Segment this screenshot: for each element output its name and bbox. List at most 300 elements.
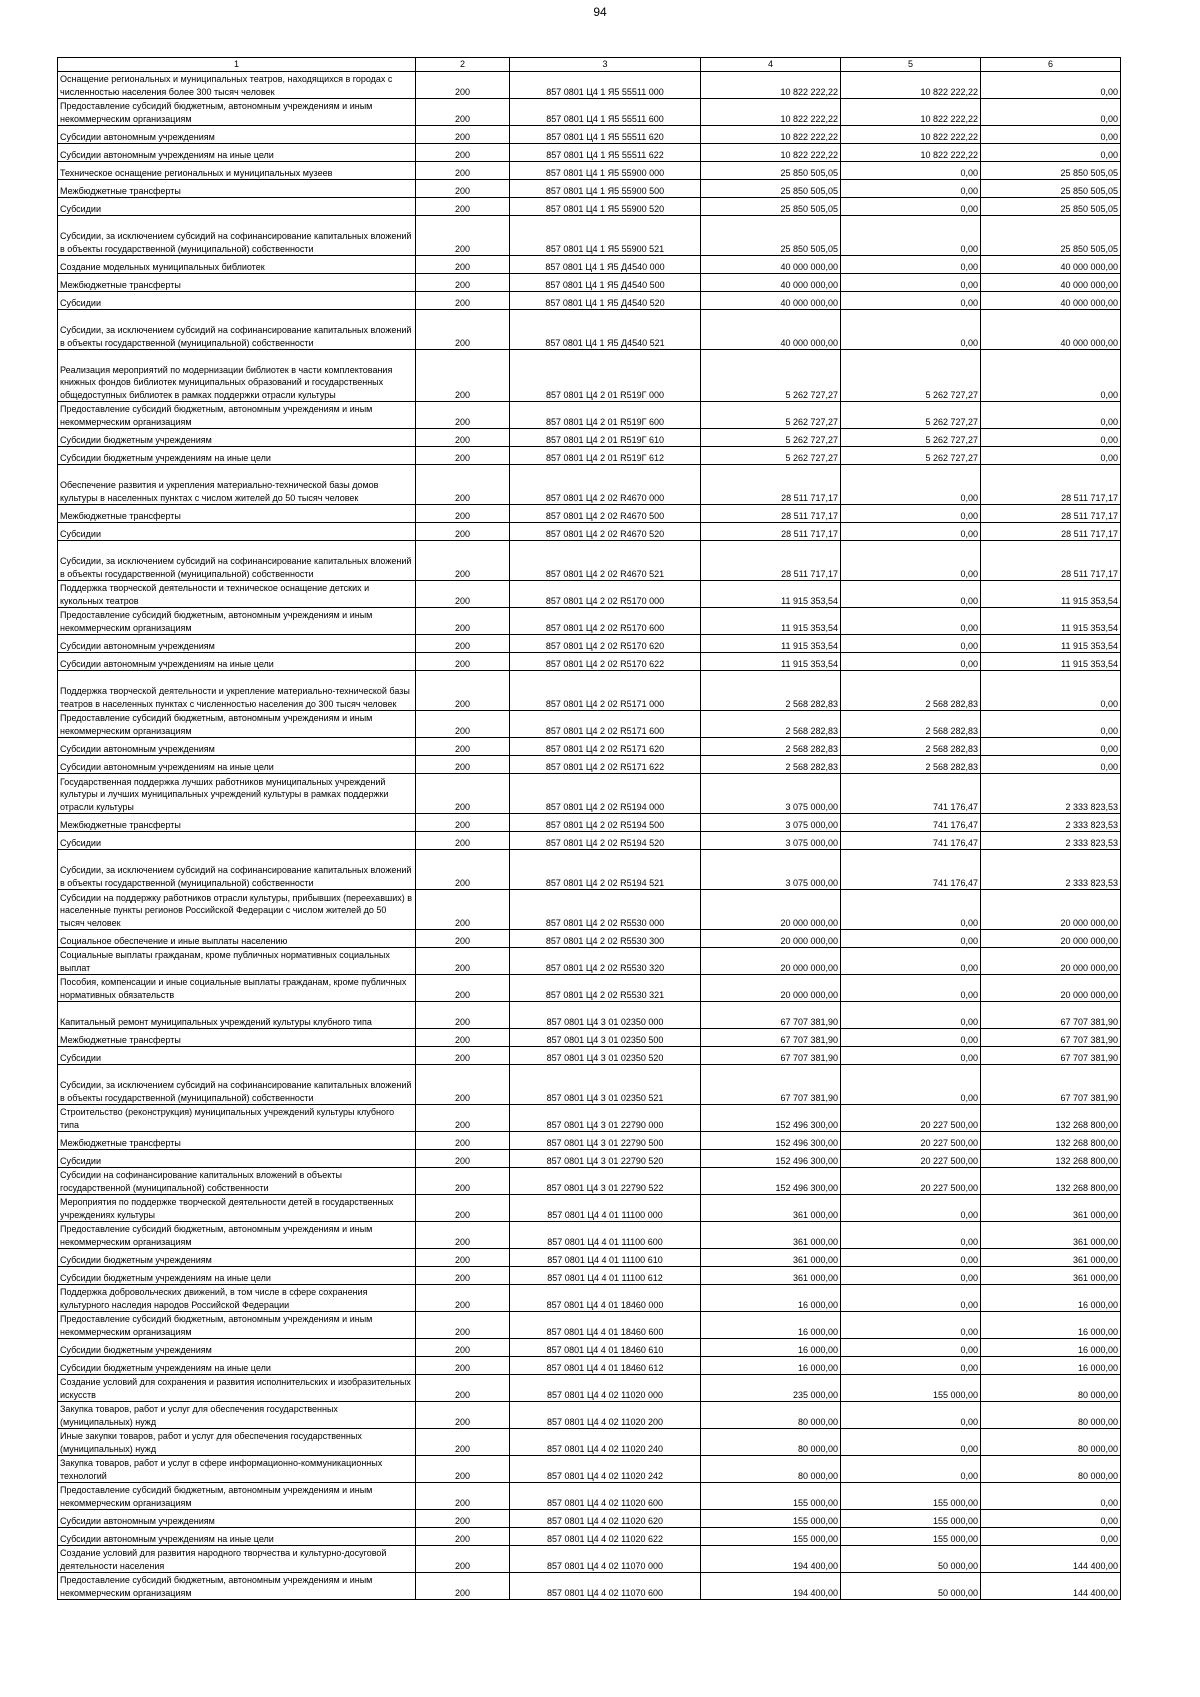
row-name-cell: Государственная поддержка лучших работников муниципальных учреждений культуры и лучших муниципальных учреждений культуры в рамках поддержки отрасли культуры [58, 774, 416, 814]
row-value-col6: 132 268 800,00 [981, 1105, 1121, 1132]
row-value-col5: 10 822 222,22 [841, 144, 981, 162]
row-value-col5: 741 176,47 [841, 832, 981, 850]
row-value-col4: 2 568 282,83 [701, 756, 841, 774]
row-value-col5: 0,00 [841, 162, 981, 180]
row-value-col5: 2 568 282,83 [841, 756, 981, 774]
row-value-col6: 20 000 000,00 [981, 948, 1121, 975]
table-row [58, 1429, 1121, 1456]
row-value-col4: 25 850 505,05 [701, 198, 841, 216]
row-name-cell: Социальное обеспечение и иные выплаты населению [58, 930, 416, 948]
table-row [58, 1029, 1121, 1047]
row-value-col5: 0,00 [841, 310, 981, 350]
row-value-col4: 16 000,00 [701, 1357, 841, 1375]
row-value-col5: 20 227 500,00 [841, 1150, 981, 1168]
row-code-cell: 857 0801 Ц4 2 02 R5530 320 [510, 948, 701, 975]
row-type-cell: 200 [416, 1222, 510, 1249]
row-value-col6: 132 268 800,00 [981, 1132, 1121, 1150]
row-name-cell: Субсидии автономным учреждениям [58, 126, 416, 144]
table-row [58, 1132, 1121, 1150]
row-type-cell: 200 [416, 180, 510, 198]
row-value-col4: 20 000 000,00 [701, 975, 841, 1002]
row-value-col4: 152 496 300,00 [701, 1105, 841, 1132]
row-value-col5: 0,00 [841, 523, 981, 541]
row-value-col5: 10 822 222,22 [841, 72, 981, 99]
row-type-cell: 200 [416, 1456, 510, 1483]
row-value-col6: 40 000 000,00 [981, 292, 1121, 310]
row-value-col6: 144 400,00 [981, 1573, 1121, 1600]
row-type-cell: 200 [416, 1285, 510, 1312]
table-row [58, 1546, 1121, 1573]
row-name-cell: Предоставление субсидий бюджетным, автономным учреждениям и иным некоммерческим организациям [58, 1312, 416, 1339]
row-type-cell: 200 [416, 162, 510, 180]
row-value-col4: 5 262 727,27 [701, 429, 841, 447]
table-row [58, 1065, 1121, 1105]
row-value-col4: 20 000 000,00 [701, 948, 841, 975]
row-value-col5: 0,00 [841, 1029, 981, 1047]
row-code-cell: 857 0801 Ц4 4 02 11020 620 [510, 1510, 701, 1528]
row-type-cell: 200 [416, 1249, 510, 1267]
row-value-col6: 0,00 [981, 738, 1121, 756]
row-value-col4: 67 707 381,90 [701, 1029, 841, 1047]
row-name-cell: Субсидии автономным учреждениям [58, 738, 416, 756]
row-value-col5: 10 822 222,22 [841, 99, 981, 126]
row-type-cell: 200 [416, 274, 510, 292]
table-row [58, 890, 1121, 930]
row-code-cell: 857 0801 Ц4 4 02 11020 600 [510, 1483, 701, 1510]
table-row [58, 162, 1121, 180]
row-name-cell: Субсидии автономным учреждениям на иные цели [58, 756, 416, 774]
row-value-col6: 0,00 [981, 99, 1121, 126]
row-value-col5: 0,00 [841, 608, 981, 635]
row-value-col6: 80 000,00 [981, 1456, 1121, 1483]
row-code-cell: 857 0801 Ц4 4 02 11070 000 [510, 1546, 701, 1573]
row-value-col6: 28 511 717,17 [981, 523, 1121, 541]
row-value-col4: 361 000,00 [701, 1195, 841, 1222]
row-code-cell: 857 0801 Ц4 2 02 R5194 500 [510, 814, 701, 832]
row-name-cell: Субсидии бюджетным учреждениям на иные цели [58, 447, 416, 465]
table-row [58, 1002, 1121, 1029]
table-row [58, 180, 1121, 198]
row-name-cell: Предоставление субсидий бюджетным, автономным учреждениям и иным некоммерческим организациям [58, 608, 416, 635]
row-name-cell: Межбюджетные трансферты [58, 505, 416, 523]
budget-table [57, 57, 1121, 1600]
row-value-col5: 0,00 [841, 292, 981, 310]
table-row [58, 756, 1121, 774]
row-type-cell: 200 [416, 1065, 510, 1105]
row-type-cell: 200 [416, 1047, 510, 1065]
row-code-cell: 857 0801 Ц4 1 Я5 55900 500 [510, 180, 701, 198]
row-name-cell: Субсидии [58, 198, 416, 216]
row-value-col6: 67 707 381,90 [981, 1029, 1121, 1047]
row-value-col6: 0,00 [981, 711, 1121, 738]
row-value-col4: 25 850 505,05 [701, 162, 841, 180]
row-value-col6: 11 915 353,54 [981, 581, 1121, 608]
row-name-cell: Создание модельных муниципальных библиотек [58, 256, 416, 274]
table-row [58, 1249, 1121, 1267]
row-value-col4: 10 822 222,22 [701, 99, 841, 126]
row-value-col5: 0,00 [841, 1047, 981, 1065]
row-code-cell: 857 0801 Ц4 3 01 22790 522 [510, 1168, 701, 1195]
row-value-col5: 155 000,00 [841, 1510, 981, 1528]
row-name-cell: Субсидии, за исключением субсидий на софинансирование капитальных вложений в объекты государственной (муниципальной) собственности [58, 1065, 416, 1105]
row-code-cell: 857 0801 Ц4 1 Я5 Д4540 520 [510, 292, 701, 310]
row-name-cell: Закупка товаров, работ и услуг для обеспечения государственных (муниципальных) нужд [58, 1402, 416, 1429]
row-value-col5: 155 000,00 [841, 1483, 981, 1510]
row-value-col5: 0,00 [841, 1222, 981, 1249]
row-value-col6: 28 511 717,17 [981, 541, 1121, 581]
row-value-col4: 155 000,00 [701, 1510, 841, 1528]
row-value-col6: 80 000,00 [981, 1402, 1121, 1429]
row-code-cell: 857 0801 Ц4 2 02 R5171 000 [510, 671, 701, 711]
row-value-col5: 0,00 [841, 930, 981, 948]
row-value-col6: 16 000,00 [981, 1357, 1121, 1375]
row-code-cell: 857 0801 Ц4 2 01 R519Г 600 [510, 402, 701, 429]
row-value-col5: 0,00 [841, 1195, 981, 1222]
row-code-cell: 857 0801 Ц4 2 02 R5170 000 [510, 581, 701, 608]
row-value-col6: 361 000,00 [981, 1195, 1121, 1222]
row-name-cell: Субсидии автономным учреждениям на иные цели [58, 1528, 416, 1546]
row-code-cell: 857 0801 Ц4 2 02 R5194 000 [510, 774, 701, 814]
row-name-cell: Предоставление субсидий бюджетным, автономным учреждениям и иным некоммерческим организациям [58, 1222, 416, 1249]
row-type-cell: 200 [416, 948, 510, 975]
row-code-cell: 857 0801 Ц4 1 Я5 Д4540 521 [510, 310, 701, 350]
table-row [58, 850, 1121, 890]
row-code-cell: 857 0801 Ц4 2 02 R5170 622 [510, 653, 701, 671]
table-row [58, 1339, 1121, 1357]
row-code-cell: 857 0801 Ц4 4 02 11020 622 [510, 1528, 701, 1546]
row-code-cell: 857 0801 Ц4 1 Я5 Д4540 000 [510, 256, 701, 274]
row-name-cell: Поддержка творческой деятельности и укрепление материально-технической базы театров в населенных пунктах с численностью населения до 300 тысяч человек [58, 671, 416, 711]
row-value-col4: 11 915 353,54 [701, 653, 841, 671]
row-value-col6: 25 850 505,05 [981, 198, 1121, 216]
row-value-col4: 80 000,00 [701, 1402, 841, 1429]
table-row [58, 1150, 1121, 1168]
table-row [58, 948, 1121, 975]
row-type-cell: 200 [416, 523, 510, 541]
row-type-cell: 200 [416, 774, 510, 814]
row-type-cell: 200 [416, 1510, 510, 1528]
row-code-cell: 857 0801 Ц4 4 02 11020 200 [510, 1402, 701, 1429]
table-row [58, 1573, 1121, 1600]
table-row [58, 541, 1121, 581]
row-value-col5: 0,00 [841, 1429, 981, 1456]
row-value-col4: 3 075 000,00 [701, 814, 841, 832]
row-value-col6: 11 915 353,54 [981, 635, 1121, 653]
row-code-cell: 857 0801 Ц4 4 01 11100 610 [510, 1249, 701, 1267]
row-value-col4: 2 568 282,83 [701, 738, 841, 756]
row-name-cell: Межбюджетные трансферты [58, 274, 416, 292]
row-code-cell: 857 0801 Ц4 2 01 R519Г 000 [510, 350, 701, 402]
table-row [58, 144, 1121, 162]
row-value-col6: 0,00 [981, 126, 1121, 144]
table-row [58, 292, 1121, 310]
row-value-col6: 0,00 [981, 429, 1121, 447]
table-row [58, 1105, 1121, 1132]
row-name-cell: Межбюджетные трансферты [58, 1029, 416, 1047]
row-value-col6: 20 000 000,00 [981, 930, 1121, 948]
row-value-col6: 361 000,00 [981, 1267, 1121, 1285]
table-row [58, 1402, 1121, 1429]
row-code-cell: 857 0801 Ц4 2 02 R4670 000 [510, 465, 701, 505]
row-name-cell: Оснащение региональных и муниципальных театров, находящихся в городах с численностью населения более 300 тысяч человек [58, 72, 416, 99]
row-code-cell: 857 0801 Ц4 3 01 22790 000 [510, 1105, 701, 1132]
row-code-cell: 857 0801 Ц4 2 02 R5171 622 [510, 756, 701, 774]
row-name-cell: Субсидии автономным учреждениям [58, 635, 416, 653]
row-type-cell: 200 [416, 429, 510, 447]
row-type-cell: 200 [416, 505, 510, 523]
row-code-cell: 857 0801 Ц4 4 01 18460 612 [510, 1357, 701, 1375]
row-value-col6: 40 000 000,00 [981, 256, 1121, 274]
row-type-cell: 200 [416, 975, 510, 1002]
row-value-col5: 0,00 [841, 890, 981, 930]
table-row [58, 738, 1121, 756]
row-value-col6: 67 707 381,90 [981, 1002, 1121, 1029]
row-value-col4: 155 000,00 [701, 1528, 841, 1546]
row-value-col4: 40 000 000,00 [701, 274, 841, 292]
row-type-cell: 200 [416, 99, 510, 126]
row-type-cell: 200 [416, 1105, 510, 1132]
table-row [58, 832, 1121, 850]
row-value-col6: 2 333 823,53 [981, 850, 1121, 890]
row-name-cell: Реализация мероприятий по модернизации библиотек в части комплектования книжных фондов библиотек муниципальных образований и государственных общедоступных библиотек в рамках поддержки отрасли культуры [58, 350, 416, 402]
row-value-col6: 2 333 823,53 [981, 774, 1121, 814]
row-value-col4: 40 000 000,00 [701, 310, 841, 350]
row-value-col4: 16 000,00 [701, 1285, 841, 1312]
row-value-col5: 5 262 727,27 [841, 350, 981, 402]
row-value-col5: 5 262 727,27 [841, 447, 981, 465]
row-code-cell: 857 0801 Ц4 2 02 R5530 300 [510, 930, 701, 948]
row-type-cell: 200 [416, 350, 510, 402]
table-row [58, 1528, 1121, 1546]
row-name-cell: Предоставление субсидий бюджетным, автономным учреждениям и иным некоммерческим организациям [58, 99, 416, 126]
table-row [58, 1375, 1121, 1402]
row-value-col4: 194 400,00 [701, 1573, 841, 1600]
row-value-col4: 20 000 000,00 [701, 930, 841, 948]
table-row [58, 608, 1121, 635]
row-value-col6: 0,00 [981, 72, 1121, 99]
row-value-col6: 361 000,00 [981, 1249, 1121, 1267]
row-value-col6: 28 511 717,17 [981, 465, 1121, 505]
row-value-col5: 2 568 282,83 [841, 711, 981, 738]
row-value-col4: 40 000 000,00 [701, 292, 841, 310]
row-code-cell: 857 0801 Ц4 4 01 18460 600 [510, 1312, 701, 1339]
row-name-cell: Создание условий для развития народного творчества и культурно-досуговой деятельности населения [58, 1546, 416, 1573]
row-value-col5: 0,00 [841, 948, 981, 975]
column-number-header: 2 [416, 58, 510, 72]
row-value-col5: 2 568 282,83 [841, 738, 981, 756]
row-value-col6: 132 268 800,00 [981, 1150, 1121, 1168]
row-code-cell: 857 0801 Ц4 2 02 R5530 321 [510, 975, 701, 1002]
row-value-col4: 155 000,00 [701, 1483, 841, 1510]
row-value-col6: 144 400,00 [981, 1546, 1121, 1573]
table-row [58, 930, 1121, 948]
table-row [58, 72, 1121, 99]
row-type-cell: 200 [416, 1002, 510, 1029]
row-value-col4: 2 568 282,83 [701, 711, 841, 738]
row-code-cell: 857 0801 Ц4 4 02 11020 240 [510, 1429, 701, 1456]
row-value-col6: 16 000,00 [981, 1285, 1121, 1312]
table-row [58, 581, 1121, 608]
row-name-cell: Субсидии автономным учреждениям [58, 1510, 416, 1528]
table-row [58, 1483, 1121, 1510]
row-type-cell: 200 [416, 814, 510, 832]
table-row [58, 1168, 1121, 1195]
row-value-col5: 0,00 [841, 1065, 981, 1105]
row-value-col5: 50 000,00 [841, 1573, 981, 1600]
row-value-col5: 20 227 500,00 [841, 1168, 981, 1195]
row-value-col4: 152 496 300,00 [701, 1150, 841, 1168]
row-code-cell: 857 0801 Ц4 1 Я5 55900 520 [510, 198, 701, 216]
row-code-cell: 857 0801 Ц4 2 02 R4670 520 [510, 523, 701, 541]
row-value-col6: 2 333 823,53 [981, 832, 1121, 850]
row-name-cell: Иные закупки товаров, работ и услуг для обеспечения государственных (муниципальных) нужд [58, 1429, 416, 1456]
row-type-cell: 200 [416, 608, 510, 635]
row-value-col4: 152 496 300,00 [701, 1132, 841, 1150]
row-value-col4: 152 496 300,00 [701, 1168, 841, 1195]
row-value-col6: 0,00 [981, 350, 1121, 402]
row-code-cell: 857 0801 Ц4 4 02 11020 242 [510, 1456, 701, 1483]
row-value-col6: 0,00 [981, 671, 1121, 711]
row-value-col5: 5 262 727,27 [841, 402, 981, 429]
row-type-cell: 200 [416, 292, 510, 310]
table-row [58, 402, 1121, 429]
row-code-cell: 857 0801 Ц4 4 01 11100 600 [510, 1222, 701, 1249]
row-type-cell: 200 [416, 1429, 510, 1456]
row-value-col5: 741 176,47 [841, 774, 981, 814]
row-value-col6: 25 850 505,05 [981, 216, 1121, 256]
row-value-col5: 0,00 [841, 581, 981, 608]
row-value-col5: 0,00 [841, 1402, 981, 1429]
row-name-cell: Субсидии бюджетным учреждениям [58, 1339, 416, 1357]
row-name-cell: Субсидии [58, 832, 416, 850]
row-value-col4: 361 000,00 [701, 1267, 841, 1285]
row-name-cell: Субсидии автономным учреждениям на иные цели [58, 144, 416, 162]
row-value-col4: 5 262 727,27 [701, 402, 841, 429]
table-row [58, 505, 1121, 523]
table-row [58, 256, 1121, 274]
row-code-cell: 857 0801 Ц4 2 02 R5171 600 [510, 711, 701, 738]
row-name-cell: Техническое оснащение региональных и муниципальных музеев [58, 162, 416, 180]
row-type-cell: 200 [416, 1267, 510, 1285]
row-code-cell: 857 0801 Ц4 4 01 11100 000 [510, 1195, 701, 1222]
row-value-col4: 25 850 505,05 [701, 216, 841, 256]
row-value-col6: 20 000 000,00 [981, 890, 1121, 930]
row-type-cell: 200 [416, 216, 510, 256]
row-type-cell: 200 [416, 1195, 510, 1222]
row-value-col6: 16 000,00 [981, 1312, 1121, 1339]
row-code-cell: 857 0801 Ц4 1 Я5 55511 000 [510, 72, 701, 99]
row-value-col4: 3 075 000,00 [701, 850, 841, 890]
row-type-cell: 200 [416, 890, 510, 930]
row-value-col4: 11 915 353,54 [701, 635, 841, 653]
row-type-cell: 200 [416, 1573, 510, 1600]
table-row [58, 465, 1121, 505]
row-value-col5: 0,00 [841, 505, 981, 523]
row-type-cell: 200 [416, 1357, 510, 1375]
row-value-col5: 741 176,47 [841, 850, 981, 890]
row-code-cell: 857 0801 Ц4 2 02 R4670 500 [510, 505, 701, 523]
row-code-cell: 857 0801 Ц4 2 01 R519Г 612 [510, 447, 701, 465]
row-value-col6: 25 850 505,05 [981, 162, 1121, 180]
row-name-cell: Предоставление субсидий бюджетным, автономным учреждениям и иным некоммерческим организациям [58, 1573, 416, 1600]
table-row [58, 1456, 1121, 1483]
table-row [58, 99, 1121, 126]
row-value-col5: 0,00 [841, 256, 981, 274]
row-code-cell: 857 0801 Ц4 2 02 R4670 521 [510, 541, 701, 581]
row-value-col4: 16 000,00 [701, 1312, 841, 1339]
row-value-col4: 361 000,00 [701, 1249, 841, 1267]
row-type-cell: 200 [416, 465, 510, 505]
row-code-cell: 857 0801 Ц4 2 02 R5530 000 [510, 890, 701, 930]
row-name-cell: Субсидии, за исключением субсидий на софинансирование капитальных вложений в объекты государственной (муниципальной) собственности [58, 216, 416, 256]
row-code-cell: 857 0801 Ц4 4 01 18460 000 [510, 1285, 701, 1312]
row-value-col4: 11 915 353,54 [701, 608, 841, 635]
row-value-col5: 0,00 [841, 216, 981, 256]
row-name-cell: Пособия, компенсации и иные социальные выплаты гражданам, кроме публичных нормативных обязательств [58, 975, 416, 1002]
row-value-col5: 0,00 [841, 465, 981, 505]
row-code-cell: 857 0801 Ц4 4 02 11020 000 [510, 1375, 701, 1402]
row-value-col6: 0,00 [981, 1528, 1121, 1546]
row-value-col4: 10 822 222,22 [701, 126, 841, 144]
row-type-cell: 200 [416, 653, 510, 671]
row-value-col4: 235 000,00 [701, 1375, 841, 1402]
row-name-cell: Предоставление субсидий бюджетным, автономным учреждениям и иным некоммерческим организациям [58, 711, 416, 738]
row-value-col5: 10 822 222,22 [841, 126, 981, 144]
row-name-cell: Закупка товаров, работ и услуг в сфере информационно-коммуникационных технологий [58, 1456, 416, 1483]
row-code-cell: 857 0801 Ц4 1 Я5 55511 620 [510, 126, 701, 144]
table-row [58, 1312, 1121, 1339]
row-value-col4: 194 400,00 [701, 1546, 841, 1573]
row-value-col4: 10 822 222,22 [701, 72, 841, 99]
row-value-col5: 0,00 [841, 1312, 981, 1339]
row-value-col4: 2 568 282,83 [701, 671, 841, 711]
row-type-cell: 200 [416, 1312, 510, 1339]
row-type-cell: 200 [416, 635, 510, 653]
row-value-col6: 67 707 381,90 [981, 1065, 1121, 1105]
row-value-col5: 50 000,00 [841, 1546, 981, 1573]
row-type-cell: 200 [416, 72, 510, 99]
row-name-cell: Межбюджетные трансферты [58, 1132, 416, 1150]
row-name-cell: Обеспечение развития и укрепления материально-технической базы домов культуры в населенных пунктах с числом жителей до 50 тысяч человек [58, 465, 416, 505]
row-value-col4: 80 000,00 [701, 1456, 841, 1483]
row-name-cell: Субсидии автономным учреждениям на иные цели [58, 653, 416, 671]
row-value-col5: 155 000,00 [841, 1528, 981, 1546]
row-value-col4: 20 000 000,00 [701, 890, 841, 930]
row-type-cell: 200 [416, 1402, 510, 1429]
column-number-header: 6 [981, 58, 1121, 72]
row-value-col6: 0,00 [981, 756, 1121, 774]
row-value-col4: 10 822 222,22 [701, 144, 841, 162]
row-name-cell: Строительство (реконструкция) муниципальных учреждений культуры клубного типа [58, 1105, 416, 1132]
row-code-cell: 857 0801 Ц4 3 01 22790 520 [510, 1150, 701, 1168]
column-number-header: 5 [841, 58, 981, 72]
row-type-cell: 200 [416, 126, 510, 144]
row-value-col6: 132 268 800,00 [981, 1168, 1121, 1195]
row-value-col6: 0,00 [981, 1483, 1121, 1510]
row-value-col4: 67 707 381,90 [701, 1065, 841, 1105]
table-row [58, 1267, 1121, 1285]
row-value-col6: 40 000 000,00 [981, 310, 1121, 350]
row-type-cell: 200 [416, 756, 510, 774]
row-name-cell: Субсидии бюджетным учреждениям на иные цели [58, 1267, 416, 1285]
row-type-cell: 200 [416, 310, 510, 350]
row-value-col4: 28 511 717,17 [701, 465, 841, 505]
row-value-col4: 80 000,00 [701, 1429, 841, 1456]
table-row [58, 1047, 1121, 1065]
row-name-cell: Субсидии, за исключением субсидий на софинансирование капитальных вложений в объекты государственной (муниципальной) собственности [58, 541, 416, 581]
row-type-cell: 200 [416, 402, 510, 429]
row-name-cell: Межбюджетные трансферты [58, 814, 416, 832]
